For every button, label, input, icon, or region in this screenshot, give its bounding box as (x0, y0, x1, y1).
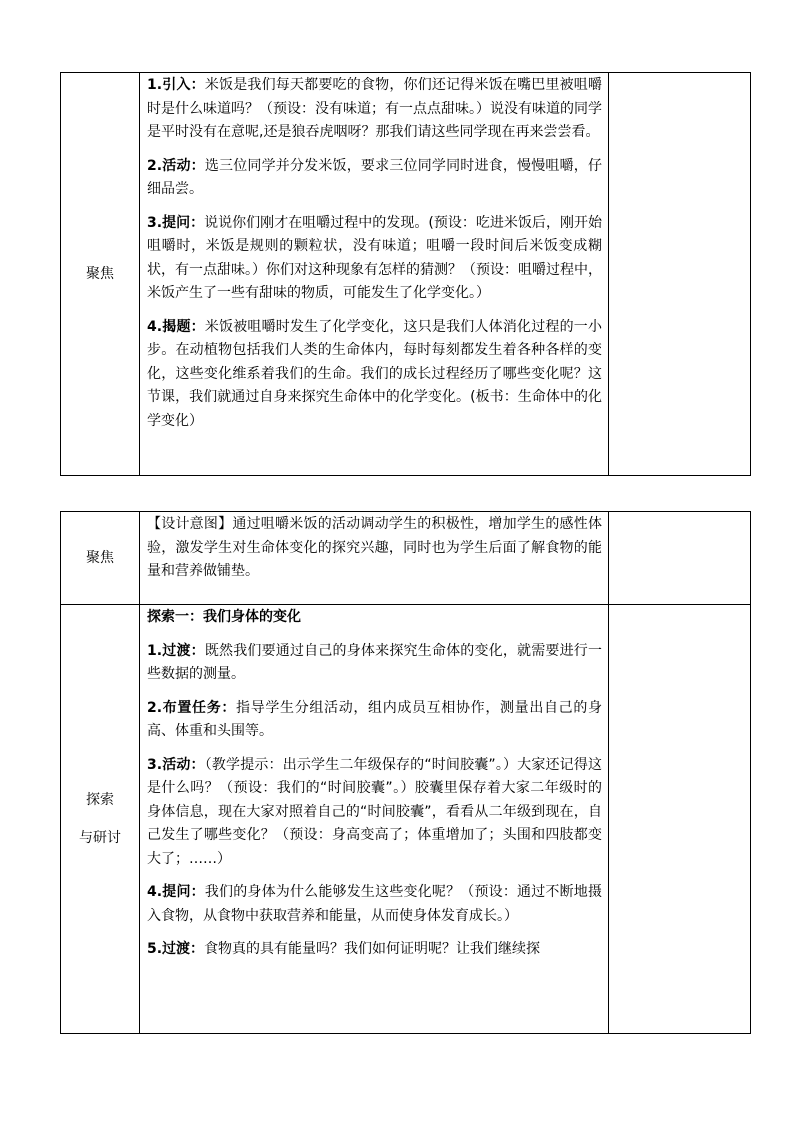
explore-title: 探索一：我们身体的变化 (147, 609, 301, 625)
design-intent-row (61, 512, 751, 605)
paragraph-activity (147, 155, 602, 202)
design-intent-content (140, 512, 609, 605)
explore-label-line2: 与研讨 (79, 830, 121, 846)
para-lead: 5.过渡： (147, 941, 205, 957)
paragraph-question (147, 881, 602, 928)
para-text: 我们的身体为什么能够发生这些变化呢？（预设：通过不断地摄入食物，从食物中获取营养和能量，从而使身体发育成长。） (147, 884, 602, 924)
design-intent-text: 【设计意图】通过咀嚼米饭的活动调动学生的积极性，增加学生的感性体验，激发学生对生命体变化的探究兴趣，同时也为学生后面了解食物的能量和营养做铺垫。 (147, 516, 602, 579)
lesson-table-2 (60, 511, 751, 1034)
para-lead: 2.布置任务： (147, 699, 237, 716)
focus-content (140, 73, 609, 476)
explore-label-line1: 探索 (86, 792, 114, 808)
notes-cell (609, 512, 751, 605)
para-lead: 2.活动： (147, 157, 205, 174)
paragraph-transition-2 (147, 938, 602, 962)
para-lead: 1.过渡： (147, 642, 205, 659)
paragraph-introduction (147, 74, 602, 145)
para-text: 既然我们要通过自己的身体来探究生命体的变化，就需要进行一些数据的测量。 (147, 642, 602, 682)
lesson-table-1 (60, 72, 751, 476)
para-text: 指导学生分组活动，组内成员互相协作，测量出自己的身高、体重和头围等。 (147, 699, 602, 739)
para-lead: 3.活动： (147, 756, 205, 773)
para-text: 米饭是我们每天都要吃的食物，你们还记得米饭在嘴巴里被咀嚼时是什么味道吗？（预设：没有味道；有一点点甜味。）说没有味道的同学是平时没有在意呢,还是狼吞虎咽呀？那我们请这些同学现在再来尝尝看。 (147, 77, 602, 140)
para-text: （教学提示：出示学生二年级保存的“时间胶囊”。）大家还记得这是什么吗？（预设：我们的“时间胶囊”。）胶囊里保存着大家二年级时的身体信息，现在大家对照着自己的“时间胶囊”，看看从二年级到现在，自己发生了哪些变化？（预设：身高变高了；体重增加了；头围和四肢都变大了；……） (147, 756, 602, 867)
paragraph-activity (147, 754, 602, 872)
notes-cell (609, 73, 751, 476)
focus-label: 聚焦 (61, 73, 140, 476)
para-lead: 4.提问： (147, 884, 205, 900)
explore-label (61, 605, 140, 1034)
paragraph-transition (147, 640, 602, 687)
notes-cell (609, 605, 751, 1034)
para-text: 食物真的具有能量吗？我们如何证明呢？让我们继续探 (204, 941, 541, 957)
para-lead: 3.提问： (147, 214, 205, 231)
para-lead: 1.引入： (147, 77, 205, 93)
focus-label: 聚焦 (61, 512, 140, 605)
paragraph-question (147, 212, 602, 306)
para-text: 米饭被咀嚼时发生了化学变化，这只是我们人体消化过程的一小步。在动植物包括我们人类的生命体内，每时每刻都发生着各种各样的变化，这些变化维系着我们的生命。我们的成长过程经历了哪些变化呢？这节课，我们就通过自身来探究生命体中的化学变化。(板书：生命体中的化学变化） (147, 318, 602, 429)
para-text: 说说你们刚才在咀嚼过程中的发现。(预设：吃进米饭后，刚开始咀嚼时，米饭是规则的颗粒状，没有味道；咀嚼一段时间后米饭变成糊状，有一点甜味。）你们对这种现象有怎样的猜测？（预设：咀嚼过程中，米饭产生了一些有甜味的物质，可能发生了化学变化。） (147, 214, 602, 301)
focus-row (61, 73, 751, 476)
explore-content (140, 605, 609, 1034)
paragraph-assign-task (147, 697, 602, 744)
para-lead: 4.揭题： (147, 318, 205, 335)
paragraph-topic-reveal (147, 316, 602, 434)
para-text: 选三位同学并分发米饭，要求三位同学同时进食，慢慢咀嚼，仔细品尝。 (147, 157, 602, 197)
explore-row (61, 605, 751, 1034)
